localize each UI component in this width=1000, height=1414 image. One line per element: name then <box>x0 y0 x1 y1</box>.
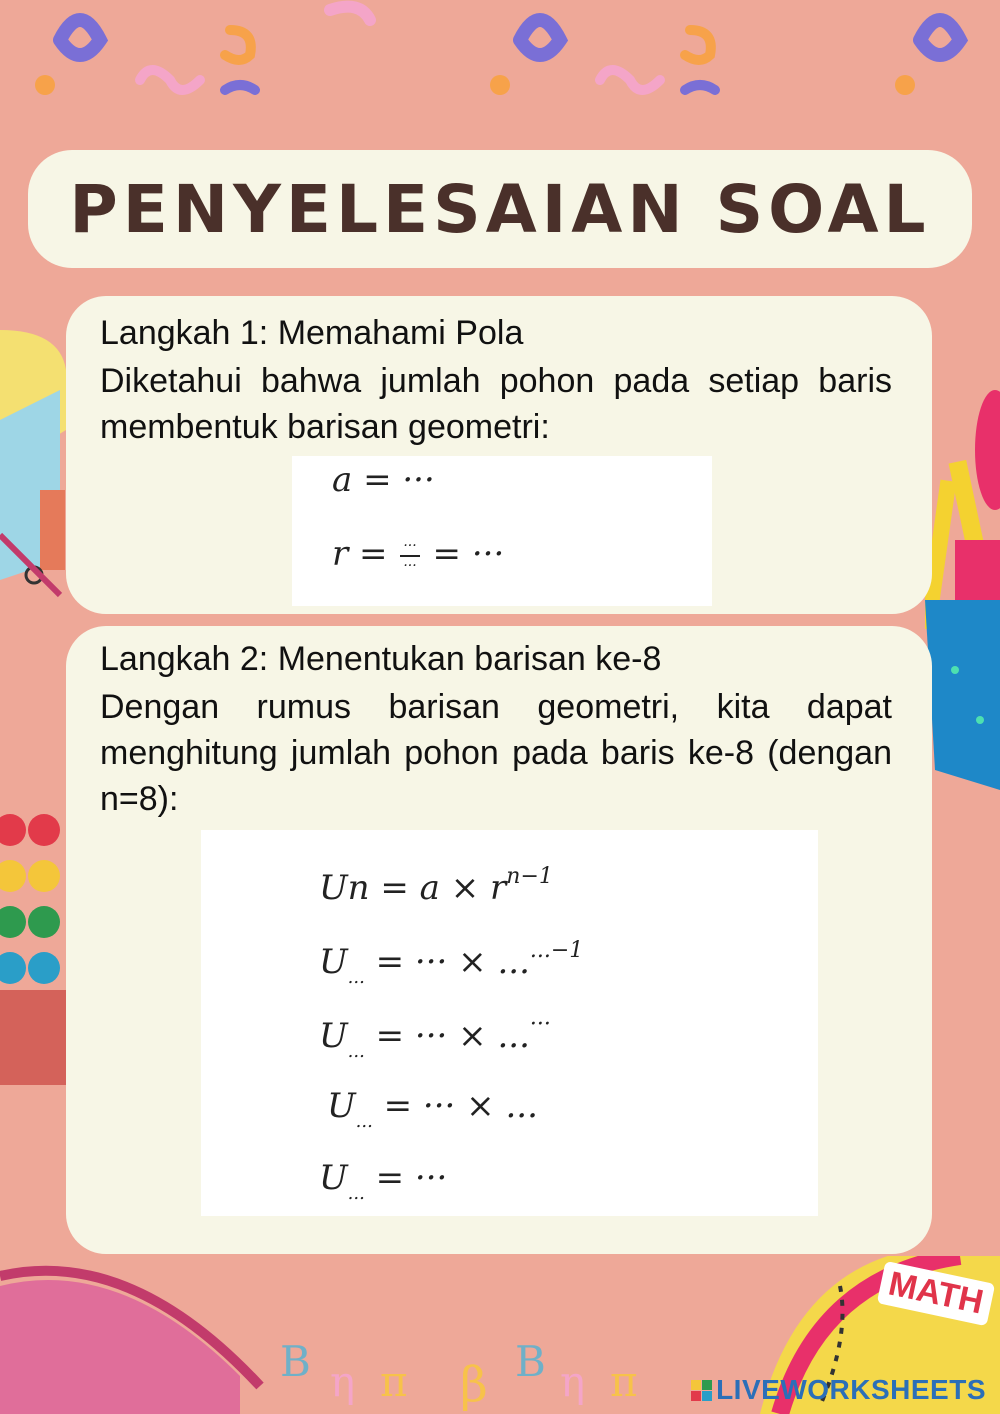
step-1-description: Diketahui bahwa jumlah pohon pada setiap baris membentuk barisan geometri: <box>100 362 892 446</box>
equation-r-rhs: = ··· <box>421 534 505 574</box>
svg-text:π: π <box>610 1357 638 1406</box>
liveworksheets-logo-icon <box>691 1380 712 1401</box>
decorative-letters-top <box>0 0 1000 110</box>
equation-1-base: Un = a × r <box>319 868 507 908</box>
brand-name: LIVEWORKSHEETS <box>716 1374 986 1405</box>
svg-text:β: β <box>460 1357 488 1413</box>
liveworksheets-logo[interactable] <box>691 1374 986 1406</box>
equation-line-2 <box>319 938 583 988</box>
equation-r-fraction <box>400 537 419 575</box>
step-2-heading: Langkah 2: Menentukan barisan ke-8 <box>100 640 662 678</box>
equation-a: a = ··· <box>332 460 435 500</box>
equation-2-rhs: = ··· × ... <box>364 942 530 982</box>
equation-line-3 <box>319 1012 551 1062</box>
equation-2-exponent: ...−1 <box>529 938 584 963</box>
equation-3-exponent: ··· <box>529 1012 551 1037</box>
step-2-description: Dengan rumus barisan geometri, kita dapat menghitung jumlah pohon pada baris ke-8 (dengan n=8): <box>100 688 892 818</box>
math-sticker: MATH <box>877 1261 995 1326</box>
equation-1-exponent: n−1 <box>506 864 553 889</box>
svg-text:B: B <box>515 1337 546 1386</box>
equation-r-lhs: r = <box>332 534 399 574</box>
equation-general-term <box>319 864 553 908</box>
equation-2-subscript: ... <box>347 967 365 988</box>
equation-2-u: U <box>319 942 348 982</box>
equation-line-4 <box>327 1086 538 1132</box>
equation-4-u: U <box>327 1086 356 1126</box>
abacus-illustration <box>0 810 70 1090</box>
step-2-math-box <box>201 830 818 1216</box>
fraction-numerator: ··· <box>400 537 419 557</box>
equation-5-rhs: = ··· <box>364 1158 448 1198</box>
equation-line-5 <box>319 1158 447 1204</box>
step-1-card <box>66 296 932 614</box>
svg-text:π: π <box>380 1357 408 1406</box>
ruler-protractor-illustration <box>0 310 70 610</box>
title-banner <box>28 150 972 268</box>
equation-3-u: U <box>319 1016 348 1056</box>
step-2-card <box>66 626 932 1254</box>
svg-text:η: η <box>560 1357 586 1406</box>
equation-r <box>332 534 504 575</box>
step-1-heading: Langkah 1: Memahami Pola <box>100 314 524 352</box>
pencil-cup-illustration <box>925 390 1000 790</box>
equation-4-subscript: ... <box>355 1111 373 1132</box>
equation-4-rhs: = ··· × ... <box>372 1086 538 1126</box>
equation-3-rhs: = ··· × ... <box>364 1016 530 1056</box>
page-title: PENYELESAIAN SOAL <box>69 170 931 248</box>
svg-text:η: η <box>330 1357 356 1406</box>
equation-5-u: U <box>319 1158 348 1198</box>
equation-5-subscript: ... <box>347 1183 365 1204</box>
svg-text:B: B <box>280 1337 311 1386</box>
step-1-math-box <box>292 456 712 606</box>
equation-3-subscript: ... <box>347 1041 365 1062</box>
fraction-denominator: ··· <box>403 558 417 574</box>
